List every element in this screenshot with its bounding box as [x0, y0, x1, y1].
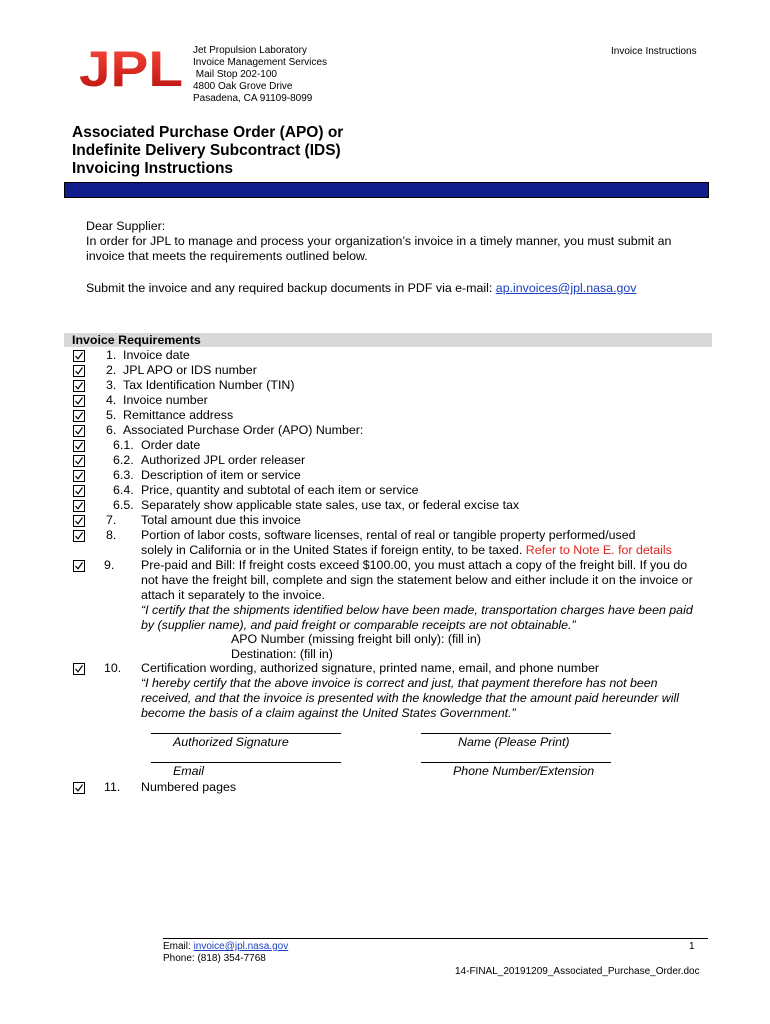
req-text: not have the freight bill, complete and sign the statement below and either include it on the invoice or [141, 573, 693, 587]
destination-line: Destination: (fill in) [231, 647, 333, 661]
req-num: 5. [106, 408, 117, 422]
footer-divider [163, 938, 708, 939]
authorized-signature-label: Authorized Signature [173, 735, 289, 749]
phone-label: Phone Number/Extension [453, 764, 595, 778]
address-line: Mail Stop 202-100 [193, 69, 277, 80]
certification-quote: received, and that the invoice is presented with the knowledge that the amount paid hereunder will [141, 691, 679, 705]
checked-checkbox-icon [73, 560, 85, 572]
signature-line [151, 733, 341, 734]
header-right-label: Invoice Instructions [611, 46, 697, 57]
checked-checkbox-icon [73, 410, 85, 422]
checked-checkbox-icon [73, 515, 85, 527]
footer-email-label: Email: [163, 941, 194, 952]
req-num: 6.3. [113, 468, 134, 482]
checked-checkbox-icon [73, 500, 85, 512]
req-text: Portion of labor costs, software licenses, rental of real or tangible property performed/used [141, 528, 636, 542]
email-line [151, 762, 341, 763]
name-line [421, 733, 611, 734]
title-line: Invoicing Instructions [72, 160, 234, 177]
title-divider-bar [64, 182, 709, 198]
req-num: 7. [106, 513, 117, 527]
document-title [72, 124, 343, 178]
checked-checkbox-icon [73, 663, 85, 675]
certification-quote: “I hereby certify that the above invoice is correct and just, that payment therefore has not been [141, 676, 658, 690]
req-num: 2. [106, 363, 117, 377]
checked-checkbox-icon [73, 440, 85, 452]
req-text: Authorized JPL order releaser [141, 453, 306, 467]
req-text: Invoice date [123, 348, 190, 362]
req-text: Separately show applicable state sales, use tax, or federal excise tax [141, 498, 520, 512]
req-num: 4. [106, 393, 117, 407]
checked-checkbox-icon [73, 455, 85, 467]
checked-checkbox-icon [73, 530, 85, 542]
footer-email [163, 941, 288, 953]
req-num: 3. [106, 378, 117, 392]
checked-checkbox-icon [73, 395, 85, 407]
req-num: 6.2. [113, 453, 134, 467]
submit-text: Submit the invoice and any required backup documents in PDF via e-mail: [86, 281, 496, 295]
req-text: attach it separately to the invoice. [141, 588, 325, 602]
req-text: Invoice number [123, 393, 208, 407]
req-text: Order date [141, 438, 201, 452]
req-text: Numbered pages [141, 780, 237, 794]
address-line: 4800 Oak Grove Drive [193, 81, 293, 92]
phone-line [421, 762, 611, 763]
jpl-logo [78, 46, 184, 90]
req-text: Total amount due this invoice [141, 513, 301, 527]
address-line: Pasadena, CA 91109-8099 [193, 93, 313, 104]
req-num: 6. [106, 423, 117, 437]
name-print-label: Name (Please Print) [458, 735, 570, 749]
address-line: Invoice Management Services [193, 57, 327, 68]
req-num: 8. [106, 528, 117, 542]
req-num: 10. [104, 661, 122, 675]
req-text: Certification wording, authorized signature, printed name, email, and phone number [141, 661, 600, 675]
checked-checkbox-icon [73, 782, 85, 794]
checked-checkbox-icon [73, 365, 85, 377]
title-line: Associated Purchase Order (APO) or [72, 124, 344, 141]
footer-email-link[interactable]: invoice@jpl.nasa.gov [193, 941, 289, 952]
req-text: Description of item or service [141, 468, 301, 482]
certification-quote: become the basis of a claim against the United States Government.” [141, 706, 516, 720]
submit-email-link[interactable]: ap.invoices@jpl.nasa.gov [495, 281, 637, 295]
address-line: Jet Propulsion Laboratory [193, 45, 307, 56]
checked-checkbox-icon [73, 425, 85, 437]
req-num: 6.1. [113, 438, 134, 452]
greeting: Dear Supplier: [86, 219, 166, 233]
page-number: 1 [689, 941, 695, 952]
req-text: Price, quantity and subtotal of each item or service [141, 483, 419, 497]
item8-note: Refer to Note E. for details [525, 543, 672, 557]
checked-checkbox-icon [73, 380, 85, 392]
logo-text: JPL [79, 46, 183, 90]
req-text: Remittance address [123, 408, 234, 422]
item8-line2: solely in California or in the United States if foreign entity, to be taxed. [141, 543, 526, 557]
req-num: 6.4. [113, 483, 134, 497]
checked-checkbox-icon [73, 470, 85, 482]
req-text-continued [141, 543, 672, 558]
req-num: 9. [104, 558, 115, 572]
req-num: 11. [104, 780, 121, 794]
checked-checkbox-icon [73, 350, 85, 362]
req-num: 1. [106, 348, 117, 362]
title-line: Indefinite Delivery Subcontract (IDS) [72, 142, 341, 159]
freight-quote: “I certify that the shipments identified below have been made, transportation charges have been paid [141, 603, 693, 617]
checked-checkbox-icon [73, 485, 85, 497]
req-text: Associated Purchase Order (APO) Number: [123, 423, 364, 437]
intro-paragraph: In order for JPL to manage and process your organization’s invoice in a timely manner, you must submit an invoice that meets the requirements outlined below. [86, 234, 672, 263]
submit-instructions [86, 281, 706, 296]
freight-quote: by (supplier name), and paid freight or comparable receipts are not obtainable.” [141, 618, 576, 632]
req-text: Pre-paid and Bill: If freight costs exceed $100.00, you must attach a copy of the freight bill. If you do [141, 558, 688, 572]
req-text: Tax Identification Number (TIN) [123, 378, 295, 392]
apo-number-line: APO Number (missing freight bill only): (fill in) [231, 632, 481, 646]
req-text: JPL APO or IDS number [123, 363, 257, 377]
footer-phone: Phone: (818) 354-7768 [163, 953, 266, 964]
email-label: Email [173, 764, 204, 778]
address-block [193, 45, 327, 105]
intro-section [86, 219, 706, 296]
footer-filename: 14-FINAL_20191209_Associated_Purchase_Order.doc [455, 966, 700, 977]
requirements-heading: Invoice Requirements [64, 333, 712, 347]
req-num: 6.5. [113, 498, 134, 512]
